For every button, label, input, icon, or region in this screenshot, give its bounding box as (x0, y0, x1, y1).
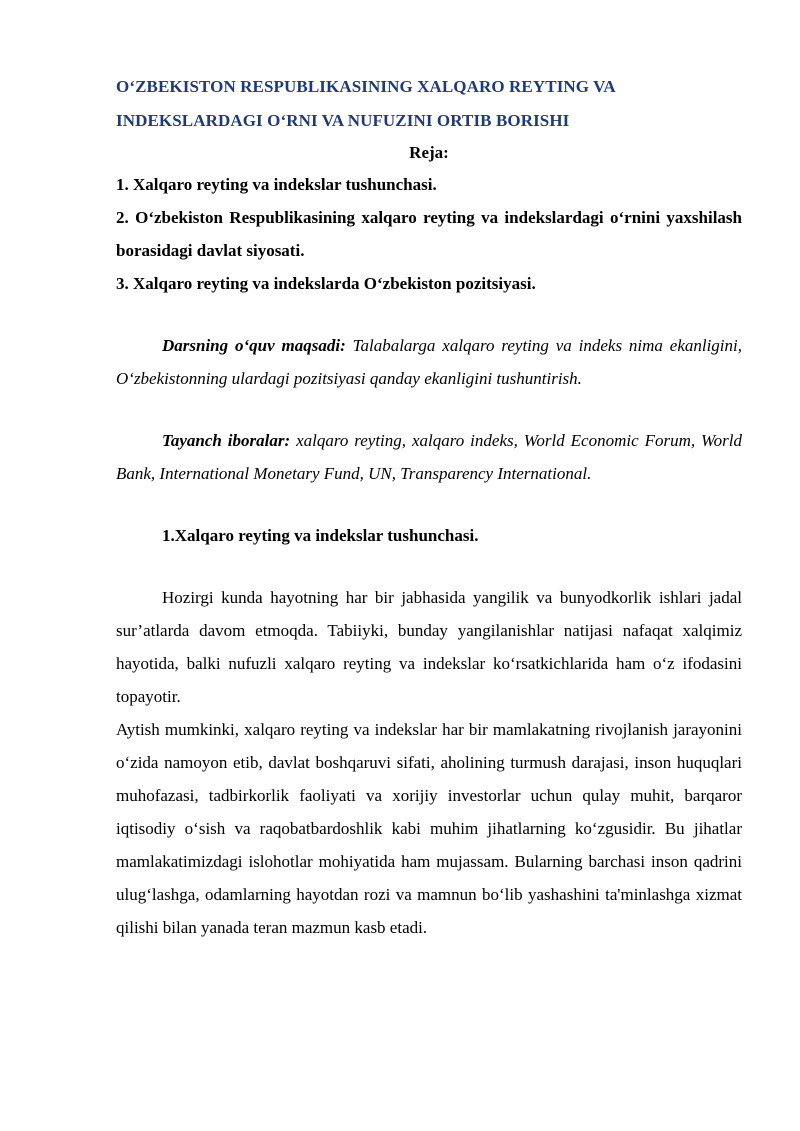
plan-item-1: 1. Xalqaro reyting va indekslar tushunchasi. (116, 175, 437, 194)
plan-item-2: 2. O‘zbekiston Respublikasining xalqaro reyting va indekslardagi o‘rnini yaxshilash borasidagi davlat siyosati. (116, 208, 742, 260)
document-page (116, 70, 742, 944)
body-paragraph-2: Aytish mumkinki, xalqaro reyting va indekslar har bir mamlakatning rivojlanish jarayonini o‘zida namoyon etib, davlat boshqaruvi sifati, aholining turmush darajasi, inson huquqlari muhofazasi, tadbirkorlik faoliyati va xorijiy investorlar uchun qulay muhit, barqaror iqtisodiy o‘sish va raqobatbardoshlik kabi muhim jihatlarning ko‘zgusidir. Bu jihatlar mamlakatimizdagi islohotlar mohiyatida ham mujassam. Bularning barchasi inson qadrini ulug‘lashga, odamlarning hayotdan rozi va mamnun bo‘lib yashashini ta'minlashga xizmat qilishi bilan yanada teran mazmun kasb etadi. (116, 720, 742, 937)
plan-heading: Reja: (409, 143, 449, 162)
document-title-line-1: O‘ZBEKISTON RESPUBLIKASINING XALQARO REYTING VA (116, 77, 616, 96)
body-paragraph-1: Hozirgi kunda hayotning har bir jabhasida yangilik va bunyodkorlik ishlari jadal sur’atlarda davom etmoqda. Tabiiyki, bunday yangilanishlar natijasi nafaqat xalqimiz hayotida, balki nufuzli xalqaro reyting va indekslar ko‘rsatkichlarida ham o‘z ifodasini topayotir. (116, 588, 742, 706)
lesson-goal-text: Talabalarga xalqaro reyting va indeks nima ekanligini, O‘zbekistonning ulardagi pozitsiyasi qanday ekanligini tushuntirish. (116, 336, 743, 388)
lesson-goal-paragraph (116, 329, 742, 395)
plan-item-3: 3. Xalqaro reyting va indekslarda O‘zbekiston pozitsiyasi. (116, 274, 536, 293)
section-1-heading: 1.Xalqaro reyting va indekslar tushunchasi. (162, 526, 479, 545)
document-title-line-2: INDEKSLARDAGI O‘RNI VA NUFUZINI ORTIB BORISHI (116, 111, 570, 130)
keywords-paragraph (116, 424, 742, 490)
lesson-goal-label: Darsning o‘quv maqsadi: (162, 336, 346, 355)
keywords-label: Tayanch iboralar: (162, 431, 291, 450)
keywords-text: xalqaro reyting, xalqaro indeks, World Economic Forum, World Bank, International Monetary Fund, UN, Transparency International. (116, 431, 743, 483)
